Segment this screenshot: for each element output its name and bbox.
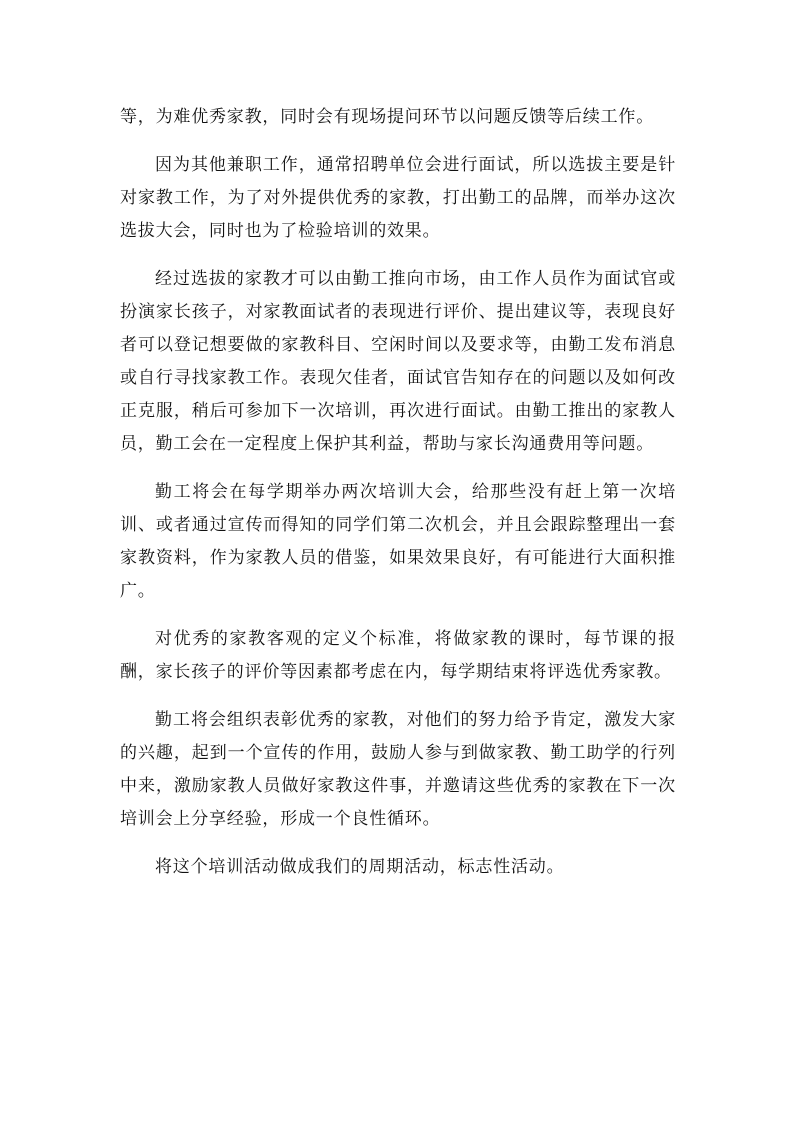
document-body (120, 101, 676, 899)
paragraph-recognition: 勤工将会组织表彰优秀的家教，对他们的努力给予肯定，激发大家的兴趣，起到一个宣传的作用，鼓励人参与到做家教、勤工助学的行列中来，激励家教人员做好家教这件事，并邀请这些优秀的家教在下一次培训会上分享经验，形成一个良性循环。 (120, 710, 676, 829)
paragraph-selection-purpose: 因为其他兼职工作，通常招聘单位会进行面试，所以选拔主要是针对家教工作，为了对外提供优秀的家教，打出勤工的品牌，而举办这次选拔大会，同时也为了检验培训的效果。 (120, 155, 676, 241)
paragraph-training-sessions: 勤工将会在每学期举办两次培训大会，给那些没有赶上第一次培训、或者通过宣传而得知的同学们第二次机会，并且会跟踪整理出一套家教资料，作为家教人员的借鉴，如果效果良好，有可能进行大面积推广。 (120, 482, 676, 601)
paragraph-periodic-activity: 将这个培训活动做成我们的周期活动，标志性活动。 (155, 857, 565, 877)
paragraph-evaluation-standard: 对优秀的家教客观的定义个标准，将做家教的课时，每节课的报酬，家长孩子的评价等因素都考虑在内，每学期结束将评选优秀家教。 (120, 629, 676, 682)
paragraph-continuation: 等，为难优秀家教，同时会有现场提问环节以问题反馈等后续工作。 (120, 107, 654, 127)
paragraph-selection-process: 经过选拔的家教才可以由勤工推向市场，由工作人员作为面试官或扮演家长孩子，对家教面试者的表现进行评价、提出建议等，表现良好者可以登记想要做的家教科目、空闲时间以及要求等，由勤工发布消息或自行寻找家教工作。表现欠佳者，面试官告知存在的问题以及如何改正克服，稍后可参加下一次培训，再次进行面试。由勤工推出的家教人员，勤工会在一定程度上保护其利益，帮助与家长沟通费用等问题。 (120, 269, 676, 454)
